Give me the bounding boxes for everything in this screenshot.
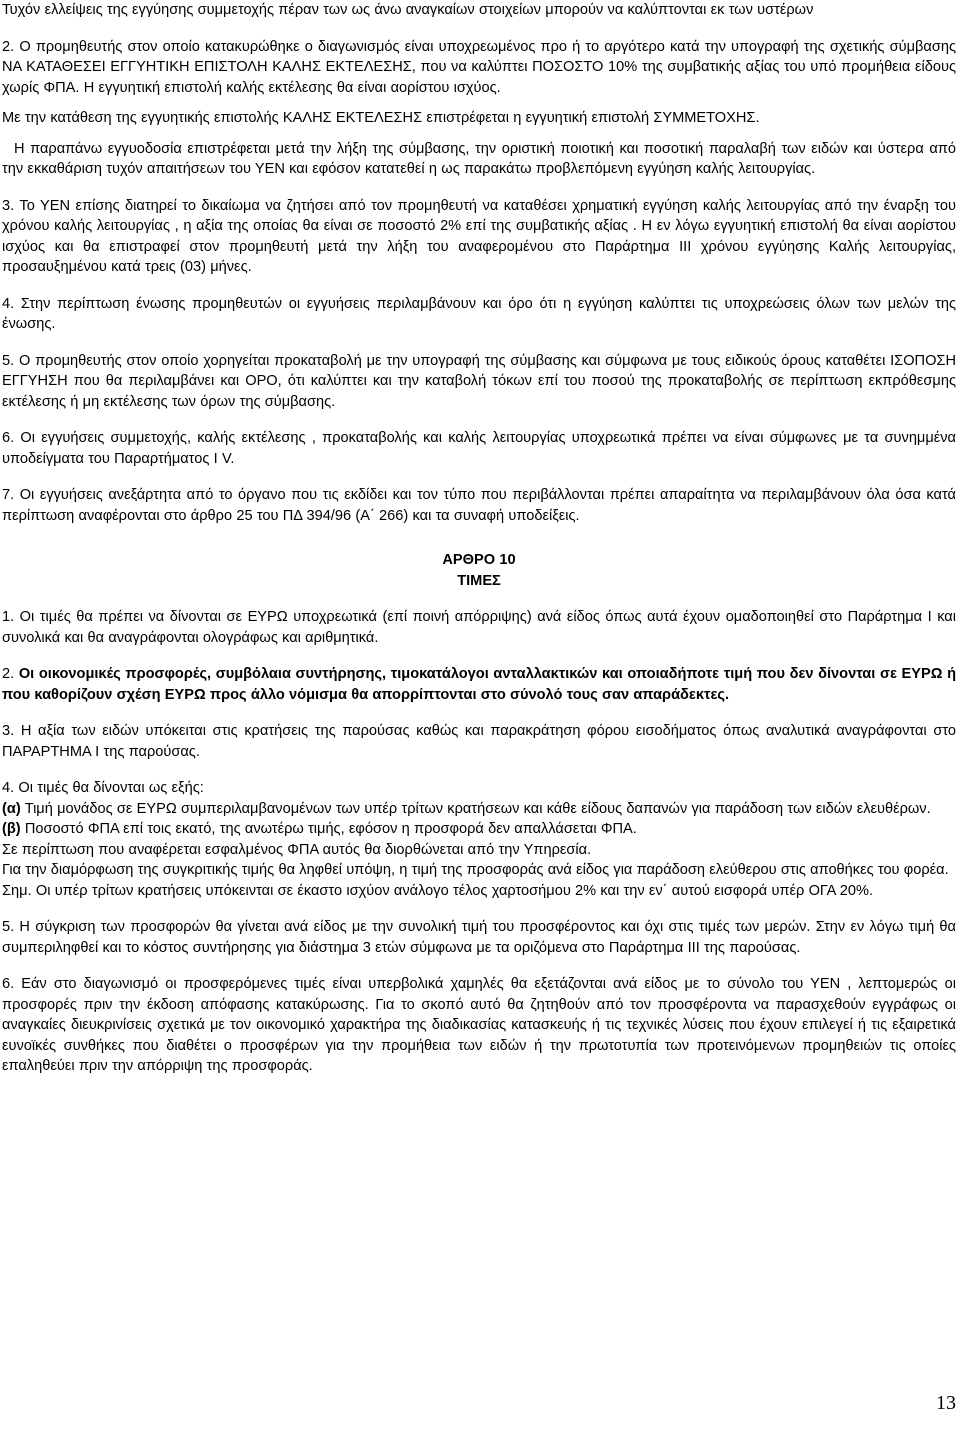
article-item-4c: Σε περίπτωση που αναφέρεται εσφαλμένος ΦΠΑ αυτός θα διορθώνεται από την Υπηρεσία. [2, 841, 592, 858]
article-item-2-text: Οι οικονομικές προσφορές, συμβόλαια συντήρησης, τιμοκατάλογοι ανταλλακτικών και οποιαδήποτε τιμή που δεν δίνονται σε ΕΥΡΩ ή που καθορίζουν σχέση ΕΥΡΩ προς άλλο νόμισμα θα απορρίπτονται στο σύνολό τους σαν απαράδεκτες. [2, 666, 956, 703]
article-item-4e: Σημ. Οι υπέρ τρίτων κρατήσεις υπόκεινται σε έκαστο ισχύον ανάλογο τέλος χαρτοσήμου 2% και την εν΄ αυτού εισφορά υπέρ ΟΓΑ 20%. [2, 882, 874, 899]
article-item-4d: Για την διαμόρφωση της συγκριτικής τιμής θα ληφθεί υπόψη, η τιμή της προσφοράς ανά είδος για παράδοση ελεύθερου στις αποθήκες του φορέα. [2, 862, 949, 878]
article-title: ΑΡΘΡΟ 10 [442, 552, 516, 568]
article-item-4a-label: (α) [2, 800, 21, 817]
article-item-2-number: 2. [2, 666, 19, 682]
paragraph-5: 5. Ο προμηθευτής στον οποίο χορηγείται προκαταβολή με την υπογραφή της σύμβασης και σύμφωνα με τους ειδικούς όρους καταθέτει ΙΣΟΠΟΣΗ ΕΓΓΥΗΣΗ που θα περιλαμβάνει και ΟΡΟ, ότι καλύπτει και την καταβολή τόκων επί του ποσού της προκαταβολής σε περίπτωση εκπρόθεσμης εκτέλεσης ή μη εκτέλεσης των όρων της σύμβασης. [2, 352, 956, 410]
paragraph-intro: Τυχόν ελλείψεις της εγγύησης συμμετοχής πέραν των ως άνω αναγκαίων στοιχείων μπορούν να καλύπτονται εκ των υστέρων [2, 2, 814, 18]
paragraph-7: 7. Οι εγγυήσεις ανεξάρτητα από το όργανο που τις εκδίδει και τον τύπο που περιβάλλονται πρέπει απαραίτητα να περιλαμβάνουν όλα όσα κατά περίπτωση αναφέρονται στο άρθρο 25 του ΠΔ 394/96 (Α΄ 266) και τα συναφή υποδείξεις. [2, 487, 956, 524]
article-subtitle: ΤΙΜΕΣ [457, 572, 501, 589]
document-body [2, 0, 956, 1077]
article-item-2 [2, 664, 956, 705]
paragraph-6: 6. Οι εγγυήσεις συμμετοχής, καλής εκτέλεσης , προκαταβολής και καλής λειτουργίας υποχρεωτικά πρέπει να είναι σύμφωνες με τα συνημμένα υποδείγματα του Παραρτήματος Ι V. [2, 430, 956, 467]
article-item-4a-text: Τιμή μονάδος σε ΕΥΡΩ συμπεριλαμβανομένων των υπέρ τρίτων κρατήσεων και κάθε είδους δαπανών για παράδοση των ειδών ελευθέρων. [20, 800, 931, 817]
article-item-4a [2, 799, 956, 820]
article-item-5: 5. Η σύγκριση των προσφορών θα γίνεται ανά είδος με την συνολική τιμή του προσφέροντος και όχι στις τιμές των μερών. Στην εν λόγω τιμή θα συμπεριληφθεί και το κόστος συντήρησης για διάστημα 3 ετών σύμφωνα με τα οριζόμενα στο Παράρτημα ΙΙΙ της παρούσας. [2, 919, 956, 956]
paragraph-2b: Με την κατάθεση της εγγυητικής επιστολής ΚΑΛΗΣ ΕΚΤΕΛΕΣΗΣ επιστρέφεται η εγγυητική επιστολή ΣΥΜΜΕΤΟΧΗΣ. [2, 110, 760, 126]
paragraph-3: 3. Το ΥΕΝ επίσης διατηρεί το δικαίωμα να ζητήσει από τον προμηθευτή να καταθέσει χρηματική εγγύηση καλής λειτουργίας από την έναρξη του χρόνου καλής λειτουργίας , η αξία της οποίας θα είναι σε ποσοστό 2% επί της συμβατικής αξίας . Η εν λόγω εγγυητική επιστολή θα είναι αορίστου ισχύος και θα επιστραφεί στον προμηθευτή μετά την λήξη του αναφερομένου στο Παράρτημα ΙΙΙ χρόνου εγγύησης Καλής λειτουργίας, προσαυξημένου κατά τρεις (03) μήνες. [2, 197, 956, 275]
article-item-4b [2, 819, 956, 840]
article-item-6: 6. Εάν στο διαγωνισμό οι προσφερόμενες τιμές είναι υπερβολικά χαμηλές θα εξετάζονται ανά είδος με το σύνολο του ΥΕΝ , λεπτομερώς οι προσφορές πριν την έκδοση απόφασης κατακύρωσης. Για το σκοπό αυτό θα ζητηθούν από τον προσφέροντα να παρασχεθούν εγγράφως οι αναγκαίες διευκρινίσεις σχετικά με τον οικονομικό χαρακτήρα της διαδικασίας κατασκευής ή τις τεχνικές λύσεις που έχουν επιλεγεί ή τις εξαιρετικά ευνοϊκές συνθήκες που διαθέτει ο προσφέρων για την προμήθεια των ειδών ή την πρωτοτυπία των προτεινόμενων προμηθειών τις οποίες επαληθεύει πριν την απόρριψη της προσφοράς. [2, 976, 956, 1074]
article-item-4b-text: Ποσοστό ΦΠΑ επί τοις εκατό, της ανωτέρω τιμής, εφόσον η προσφορά δεν απαλλάσεται ΦΠΑ. [20, 821, 637, 837]
article-item-4-heading: 4. Οι τιμές θα δίνονται ως εξής: [2, 780, 204, 796]
page-number: 13 [936, 1392, 956, 1414]
article-item-4b-label: (β) [2, 821, 21, 837]
paragraph-2c: Η παραπάνω εγγυοδοσία επιστρέφεται μετά την λήξη της σύμβασης, την οριστική ποιοτική και ποσοτική παραλαβή των ειδών και ύστερα από την εκκαθάριση τυχόν απαιτήσεων του ΥΕΝ και εφόσον κατατεθεί η ως παρακάτω προβλεπόμενη εγγύηση καλής λειτουργίας. [2, 140, 956, 177]
article-item-3: 3. Η αξία των ειδών υπόκειται στις κρατήσεις της παρούσας καθώς και παρακράτηση φόρου εισοδήματος όπως αναλυτικά αναγράφονται στο ΠΑΡΑΡΤΗΜΑ Ι της παρούσας. [2, 723, 956, 760]
article-item-1: 1. Οι τιμές θα πρέπει να δίνονται σε ΕΥΡΩ υποχρεωτικά (επί ποινή απόρριψης) ανά είδος όπως αυτά έχουν ομαδοποιηθεί στο Παράρτημα Ι και συνολικά και θα αναγράφονται ολογράφως και αριθμητικά. [2, 609, 956, 646]
paragraph-2: 2. Ο προμηθευτής στον οποίο κατακυρώθηκε ο διαγωνισμός είναι υποχρεωμένος προ ή το αργότερο κατά την υπογραφή της σχετικής σύμβασης ΝΑ ΚΑΤΑΘΕΣΕΙ ΕΓΓΥΗΤΙΚΗ ΕΠΙΣΤΟΛΗ ΚΑΛΗΣ ΕΚΤΕΛΕΣΗΣ, που να καλύπτει ΠΟΣΟΣΤΟ 10% της συμβατικής αξίας του υπό προμήθεια είδους χωρίς ΦΠΑ. Η εγγυητική επιστολή καλής εκτέλεσης θα είναι αορίστου ισχύος. [2, 38, 956, 96]
paragraph-4: 4. Στην περίπτωση ένωσης προμηθευτών οι εγγυήσεις περιλαμβάνουν και όρο ότι η εγγύηση καλύπτει τις υποχρεώσεις όλων των μελών της ένωσης. [2, 295, 956, 332]
